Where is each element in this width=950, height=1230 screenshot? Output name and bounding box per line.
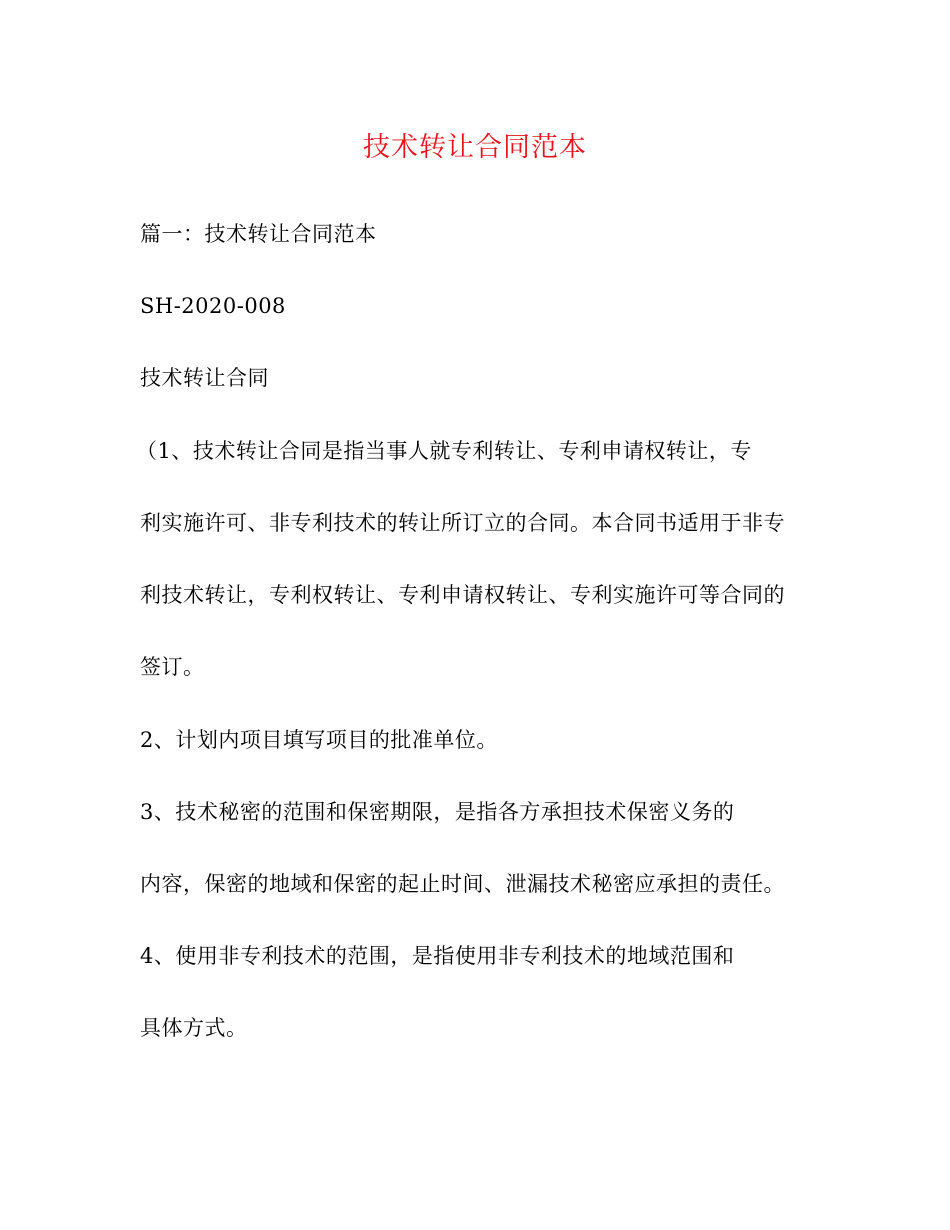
- paragraph-line: 2、计划内项目填写项目的批准单位。: [140, 728, 498, 752]
- paragraph-line: （1、技术转让合同是指当事人就专利转让、专利申请权转让，专: [136, 439, 752, 463]
- contract-name: 技术转让合同: [140, 366, 269, 390]
- paragraph-line: 具体方式。: [140, 1016, 248, 1040]
- paragraph-line: 签订。: [140, 655, 205, 679]
- paragraph-line: 利实施许可、非专利技术的转让所订立的合同。本合同书适用于非专: [140, 511, 785, 535]
- paragraph-line: 3、技术秘密的范围和保密期限，是指各方承担技术保密义务的: [140, 800, 735, 824]
- document-title: 技术转让合同范本: [363, 132, 587, 163]
- paragraph-line: 利技术转让，专利权转让、专利申请权转让、专利实施许可等合同的: [140, 583, 785, 607]
- paragraph-line: 4、使用非专利技术的范围，是指使用非专利技术的地域范围和: [140, 944, 735, 968]
- paragraph-line: 内容，保密的地域和保密的起止时间、泄漏技术秘密应承担的责任。: [140, 872, 785, 896]
- contract-number: SH-2020-008: [140, 294, 286, 318]
- section-heading: 篇一：技术转让合同范本: [140, 222, 377, 246]
